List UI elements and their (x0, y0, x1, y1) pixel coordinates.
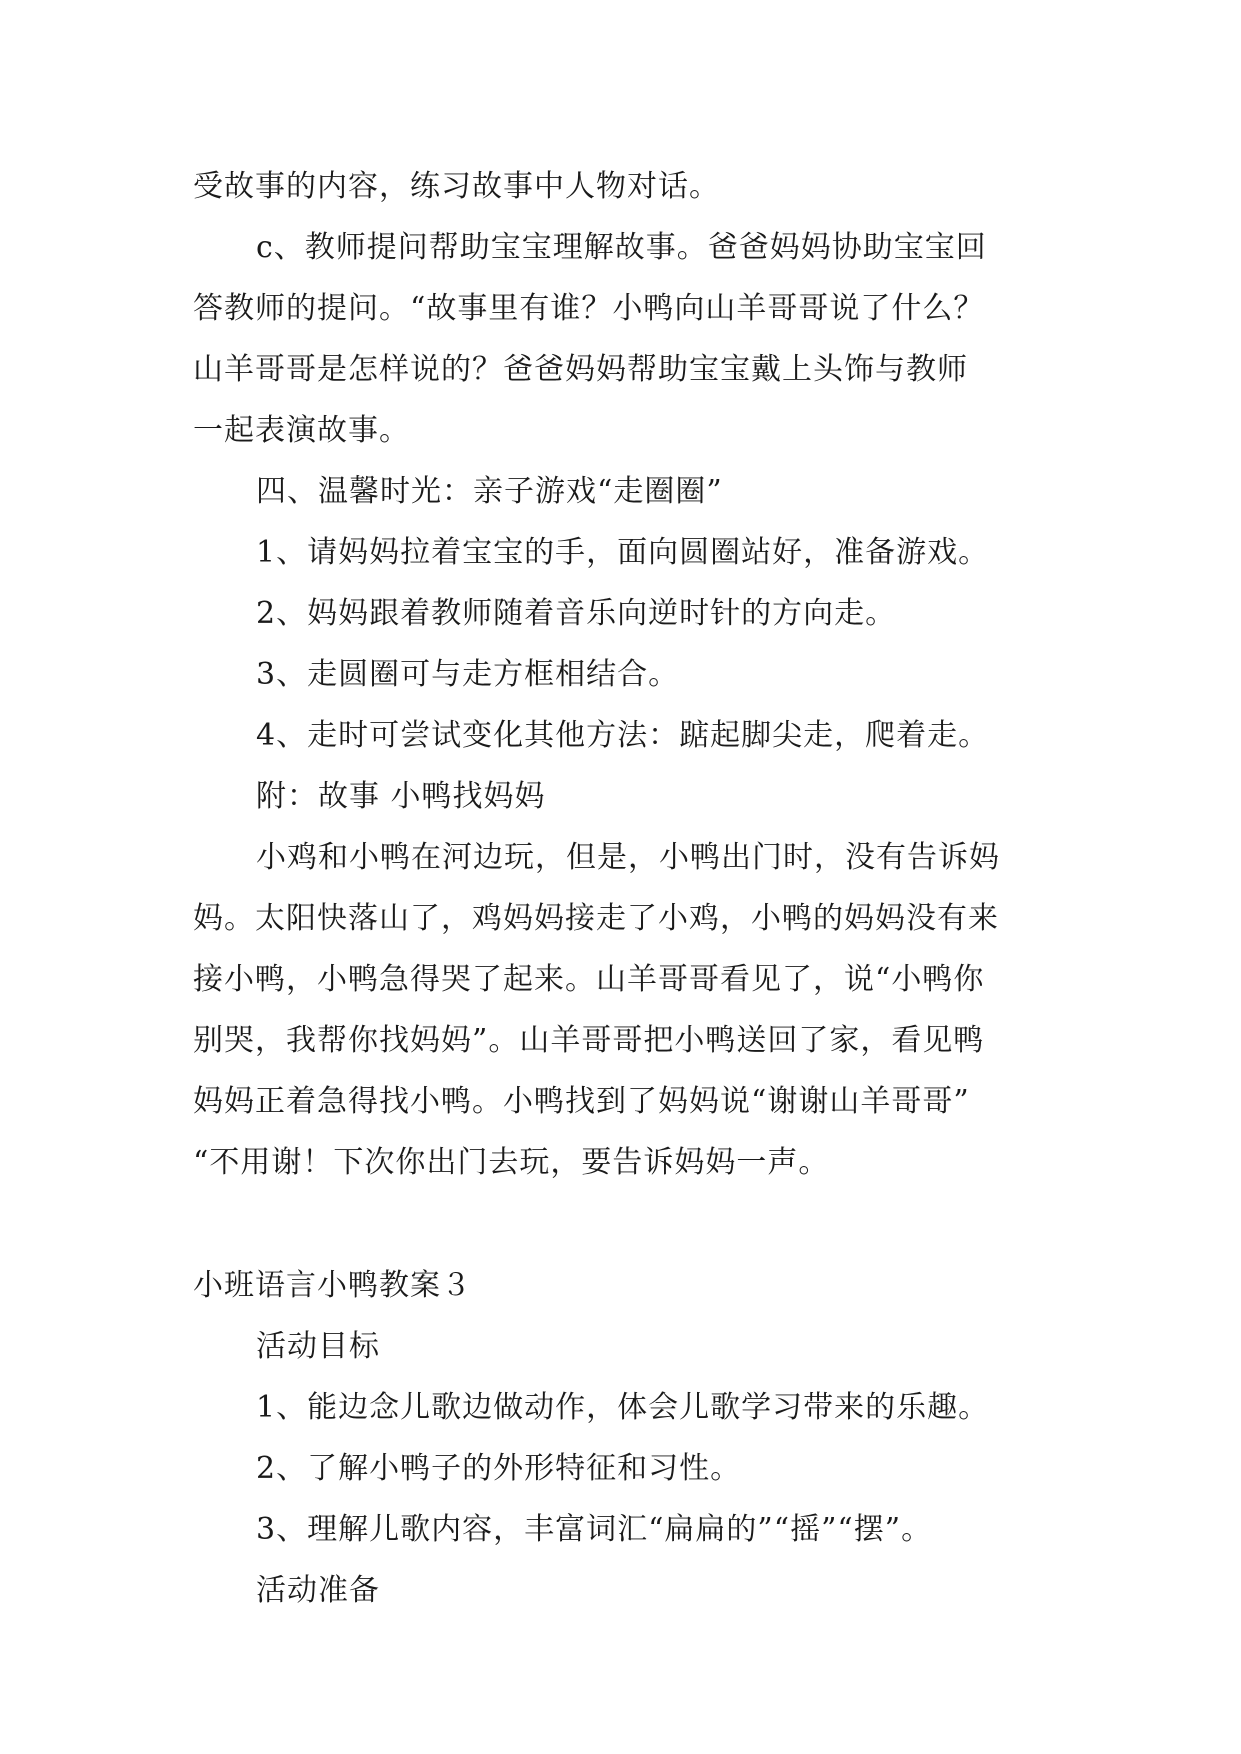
section-heading-game: 四、温馨时光：亲子游戏“走圈圈” (256, 474, 723, 509)
story-line: 接小鸭，小鸭急得哭了起来。山羊哥哥看见了，说“小鸭你 (193, 962, 985, 997)
section-title: 小班语言小鸭教案３ (193, 1268, 472, 1303)
story-line: 别哭，我帮你找妈妈”。山羊哥哥把小鸭送回了家，看见鸭 (193, 1023, 985, 1058)
list-item: 3、理解儿歌内容，丰富词汇“扁扁的”“摇”“摆”。 (256, 1512, 933, 1547)
list-item: 1、能边念儿歌边做动作，体会儿歌学习带来的乐趣。 (256, 1390, 990, 1425)
story-line: 妈妈正着急得找小鸭。小鸭找到了妈妈说“谢谢山羊哥哥” (193, 1084, 970, 1119)
subsection-heading: 活动目标 (256, 1329, 380, 1364)
paragraph-line: 答教师的提问。“故事里有谁？小鸭向山羊哥哥说了什么？ (193, 291, 985, 326)
story-line: 妈。太阳快落山了，鸡妈妈接走了小鸡，小鸭的妈妈没有来 (193, 901, 999, 936)
list-item: 1、请妈妈拉着宝宝的手，面向圆圈站好，准备游戏。 (256, 535, 990, 570)
paragraph-line: 一起表演故事。 (193, 413, 410, 448)
story-line: 小鸡和小鸭在河边玩，但是，小鸭出门时，没有告诉妈 (256, 840, 1000, 875)
story-title: 附：故事 小鸭找妈妈 (256, 779, 546, 814)
list-item: 2、了解小鸭子的外形特征和习性。 (256, 1451, 742, 1486)
paragraph-line: 受故事的内容，练习故事中人物对话。 (193, 169, 720, 204)
story-line: “不用谢！下次你出门去玩，要告诉妈妈一声。 (193, 1145, 830, 1180)
list-item: 2、妈妈跟着教师随着音乐向逆时针的方向走。 (256, 596, 897, 631)
paragraph-line: c、教师提问帮助宝宝理解故事。爸爸妈妈协助宝宝回 (256, 230, 987, 265)
subsection-heading: 活动准备 (256, 1573, 380, 1608)
list-item: 3、走圆圈可与走方框相结合。 (256, 657, 680, 692)
document-body (193, 156, 1053, 1621)
section-spacer (193, 1193, 1053, 1255)
list-item: 4、走时可尝试变化其他方法：踮起脚尖走，爬着走。 (256, 718, 990, 753)
paragraph-line: 山羊哥哥是怎样说的？爸爸妈妈帮助宝宝戴上头饰与教师 (193, 352, 968, 387)
